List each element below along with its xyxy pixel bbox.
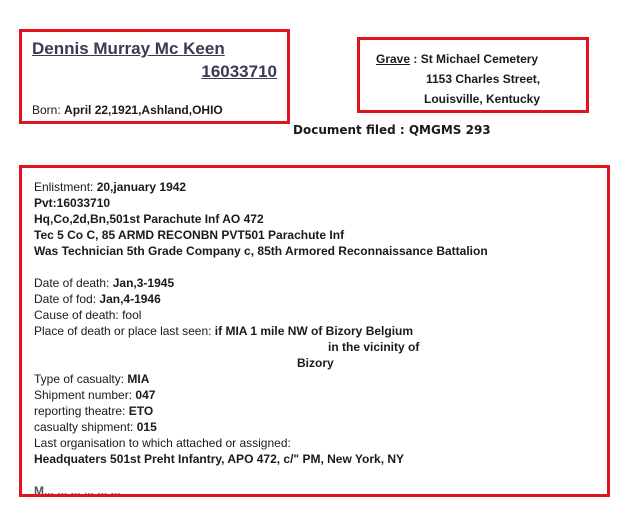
serial-number: 16033710	[201, 62, 277, 81]
enlistment-value: 20,january 1942	[96, 180, 187, 194]
place-value-2: in the vicinity of	[328, 340, 420, 354]
unit-line-3: Was Technician 5th Grade Company c, 85th Armored Reconnaissance Battalion	[34, 244, 488, 258]
last-org-label: Last organisation to which attached or assigned:	[34, 436, 291, 450]
enlistment-line	[34, 179, 599, 195]
grave-label: Grave	[376, 52, 411, 66]
spacer-2	[34, 467, 599, 483]
grave-street: 1153 Charles Street,	[426, 72, 541, 86]
theatre-value: ETO	[128, 404, 154, 418]
casualty-shipment-label: casualty shipment:	[34, 420, 134, 434]
cause-line	[34, 307, 599, 323]
casualty-type-line	[34, 371, 599, 387]
grave-city: Louisville, Kentucky	[424, 92, 541, 106]
casualty-type-label: Type of casualty:	[34, 372, 125, 386]
record-lines	[34, 179, 599, 497]
pvt-line: Pvt:16033710	[34, 196, 111, 210]
shipment-value: 047	[135, 388, 156, 402]
date-of-fod-label: Date of fod:	[34, 292, 97, 306]
date-of-death-value: Jan,3-1945	[112, 276, 175, 290]
unit-line-2: Tec 5 Co C, 85 ARMD RECONBN PVT501 Parachute Inf	[34, 228, 345, 242]
enlistment-label: Enlistment:	[34, 180, 94, 194]
spacer	[34, 259, 599, 275]
born-value: April 22,1921,Ashland,OHIO	[64, 103, 223, 117]
record-box	[19, 165, 610, 497]
grave-box	[357, 37, 589, 113]
casualty-shipment-line	[34, 419, 599, 435]
date-of-death-label: Date of death:	[34, 276, 110, 290]
cause-label: Cause of death:	[34, 308, 119, 322]
cut-off-line: M... ... ... ... ... ...	[34, 484, 121, 497]
place-value-3: Bizory	[297, 356, 334, 370]
grave-cemetery: St Michael Cemetery	[420, 52, 539, 66]
soldier-name: Dennis Murray Mc Keen	[32, 39, 225, 58]
place-value-1: if MIA 1 mile NW of Bizory Belgium	[214, 324, 414, 338]
shipment-label: Shipment number:	[34, 388, 133, 402]
date-of-fod-value: Jan,4-1946	[99, 292, 161, 306]
name-box	[19, 29, 290, 124]
casualty-type-value: MIA	[127, 372, 150, 386]
theatre-line	[34, 403, 599, 419]
casualty-shipment-value: 015	[136, 420, 157, 434]
date-of-fod-line	[34, 291, 599, 307]
born-label: Born:	[32, 103, 61, 117]
last-org-value: Headquaters 501st Preht Infantry, APO 472, c/" PM, New York, NY	[34, 452, 405, 466]
unit-line-1: Hq,Co,2d,Bn,501st Parachute Inf AO 472	[34, 212, 264, 226]
shipment-line	[34, 387, 599, 403]
grave-separator: :	[413, 52, 418, 66]
place-label: Place of death or place last seen:	[34, 324, 212, 338]
document-filed: Document filed : QMGMS 293	[293, 123, 491, 137]
cause-value: fool	[122, 308, 142, 322]
place-line	[34, 323, 599, 339]
grave-line-1	[376, 52, 538, 66]
theatre-label: reporting theatre:	[34, 404, 126, 418]
born-line	[32, 103, 223, 117]
date-of-death-line	[34, 275, 599, 291]
